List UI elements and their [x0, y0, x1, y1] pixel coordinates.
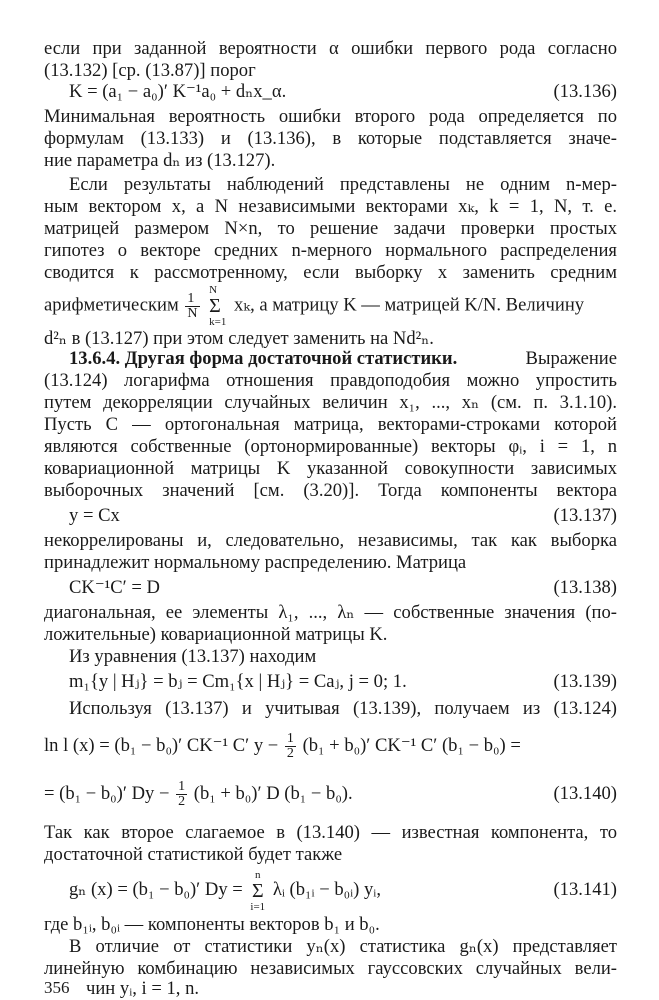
fraction-numerator: 1 [185, 292, 199, 307]
equation-formula: y = Cx [69, 505, 120, 526]
section-heading: 13.6.4. Другая форма достаточной статистики. [69, 348, 458, 369]
text-line: сводится к рассмотренному, если выборку x заменить средним [44, 262, 617, 283]
equation-number: (13.141) [553, 879, 617, 900]
text-line: где b₁ᵢ, b₀ᵢ — компоненты векторов b₁ и b₀. [44, 914, 380, 935]
text-line: принадлежит нормальному распределению. Матрица [44, 552, 467, 573]
fraction-denominator: 2 [178, 794, 186, 810]
text-fragment: xₖ, а матрицу K — матрицей K/N. Величину [234, 294, 585, 316]
sum-upper: N [209, 284, 218, 296]
text-line: чин yᵢ, i = 1, n. [86, 978, 200, 999]
sum-upper: n [255, 868, 261, 881]
summation [209, 284, 226, 328]
equation-number: (13.136) [553, 81, 617, 102]
text-line: являются собственные (ортонормированные) векторы φᵢ, i = 1, n [44, 436, 617, 457]
text-line: ным вектором x, а N независимыми векторами xₖ, k = 1, N, т. е. [44, 196, 617, 217]
equation-number: (13.139) [553, 671, 617, 692]
equation-formula: gₙ (x) = (b₁ − b₀)′ Dy = [69, 879, 243, 900]
text-line: (13.124) логарифма отношения правдоподобия можно упростить [44, 370, 617, 391]
fraction-denominator: 2 [286, 746, 294, 762]
page-number: 356 [44, 978, 70, 997]
sigma-icon: Σ [209, 295, 221, 317]
text-line: В отличие от статистики yₙ(x) статистика gₙ(x) представляет [69, 936, 617, 957]
text-line: Если результаты наблюдений представлены не одним n-мер- [69, 174, 617, 195]
equation-formula: m₁{y | Hⱼ} = bⱼ = Cm₁{x | Hⱼ} = Caⱼ, j = 0; 1. [69, 671, 407, 692]
fraction [176, 780, 187, 809]
equation-formula: (b₁ + b₀)′ D (b₁ − b₀). [193, 783, 353, 804]
sum-lower: i=1 [250, 900, 266, 913]
text-line: Из уравнения (13.137) находим [69, 646, 317, 667]
text-line: ковариационной матрицы K указанной совокупности зависимых [44, 458, 617, 479]
equation-13-140-line1 [44, 726, 617, 766]
fraction [285, 732, 296, 761]
fraction-numerator: 1 [286, 731, 294, 747]
equation-formula: (b₁ + b₀)′ CK⁻¹ C′ (b₁ − b₀) = [302, 735, 521, 756]
text-line: выборочных значений [см. (3.20)]. Тогда компоненты вектора [44, 480, 617, 501]
equation-13-140-line2 [44, 774, 617, 814]
sum-lower: k=1 [209, 316, 227, 328]
text-line: гипотез о векторе средних n-мерного нормального распределения [44, 240, 617, 261]
fraction-denominator: N [187, 305, 198, 321]
text-line: матрицей размером N×n, то решение задачи проверки простых [44, 218, 617, 239]
text-line: d²ₙ в (13.127) при этом следует заменить на Nd²ₙ. [44, 328, 434, 349]
text-line: диагональная, ее элементы λ₁, ..., λₙ — собственные значения (по- [44, 602, 617, 623]
text-line: (13.132) [ср. (13.87)] порог [44, 60, 256, 81]
text-line: Пусть C — ортогональная матрица, векторами-строками которой [44, 414, 617, 435]
text-line: ложительные) ковариационной матрицы K. [44, 624, 388, 645]
equation-formula: λᵢ (b₁ᵢ − b₀ᵢ) yᵢ, [272, 879, 381, 900]
text-line: если при заданной вероятности α ошибки первого рода согласно [44, 38, 617, 59]
text-line: путем декорреляции случайных величин x₁, ..., xₙ (см. п. 3.1.10). [44, 392, 617, 413]
text-line: Используя (13.137) и учитывая (13.139), получаем из (13.124) [69, 698, 617, 719]
equation-number: (13.137) [553, 505, 617, 526]
equation-number: (13.138) [553, 577, 617, 598]
summation [250, 869, 265, 913]
text-fragment: арифметическим [44, 294, 179, 316]
text-fragment: Выражение [525, 348, 617, 369]
text-line-with-sum [44, 284, 617, 328]
equation-formula: = (b₁ − b₀)′ Dy − [44, 783, 170, 804]
equation-13-141 [69, 868, 617, 912]
equation-formula: ln l (x) = (b₁ − b₀)′ CK⁻¹ C′ y − [44, 735, 279, 756]
text-line: Так как второе слагаемое в (13.140) — известная компонента, то [44, 822, 617, 843]
text-line: некоррелированы и, следовательно, независимы, так как выборка [44, 530, 617, 551]
text-line: линейную комбинацию независимых гауссовских случайных вели- [44, 958, 617, 979]
fraction [185, 292, 199, 321]
text-line: ние параметра dₙ из (13.127). [44, 150, 276, 171]
equation-formula: CK⁻¹C′ = D [69, 577, 160, 598]
section-line [69, 348, 617, 370]
fraction-numerator: 1 [178, 779, 186, 795]
equation-number: (13.140) [553, 783, 617, 804]
text-line: достаточной статистикой будет также [44, 844, 343, 865]
sigma-icon: Σ [251, 879, 264, 902]
equation-formula: K = (a₁ − a₀)′ K⁻¹a₀ + dₙx_α. [69, 81, 287, 102]
text-line: формулам (13.133) и (13.136), в которые подставляется значе- [44, 128, 617, 149]
text-line: Минимальная вероятность ошибки второго рода определяется по [44, 106, 617, 127]
